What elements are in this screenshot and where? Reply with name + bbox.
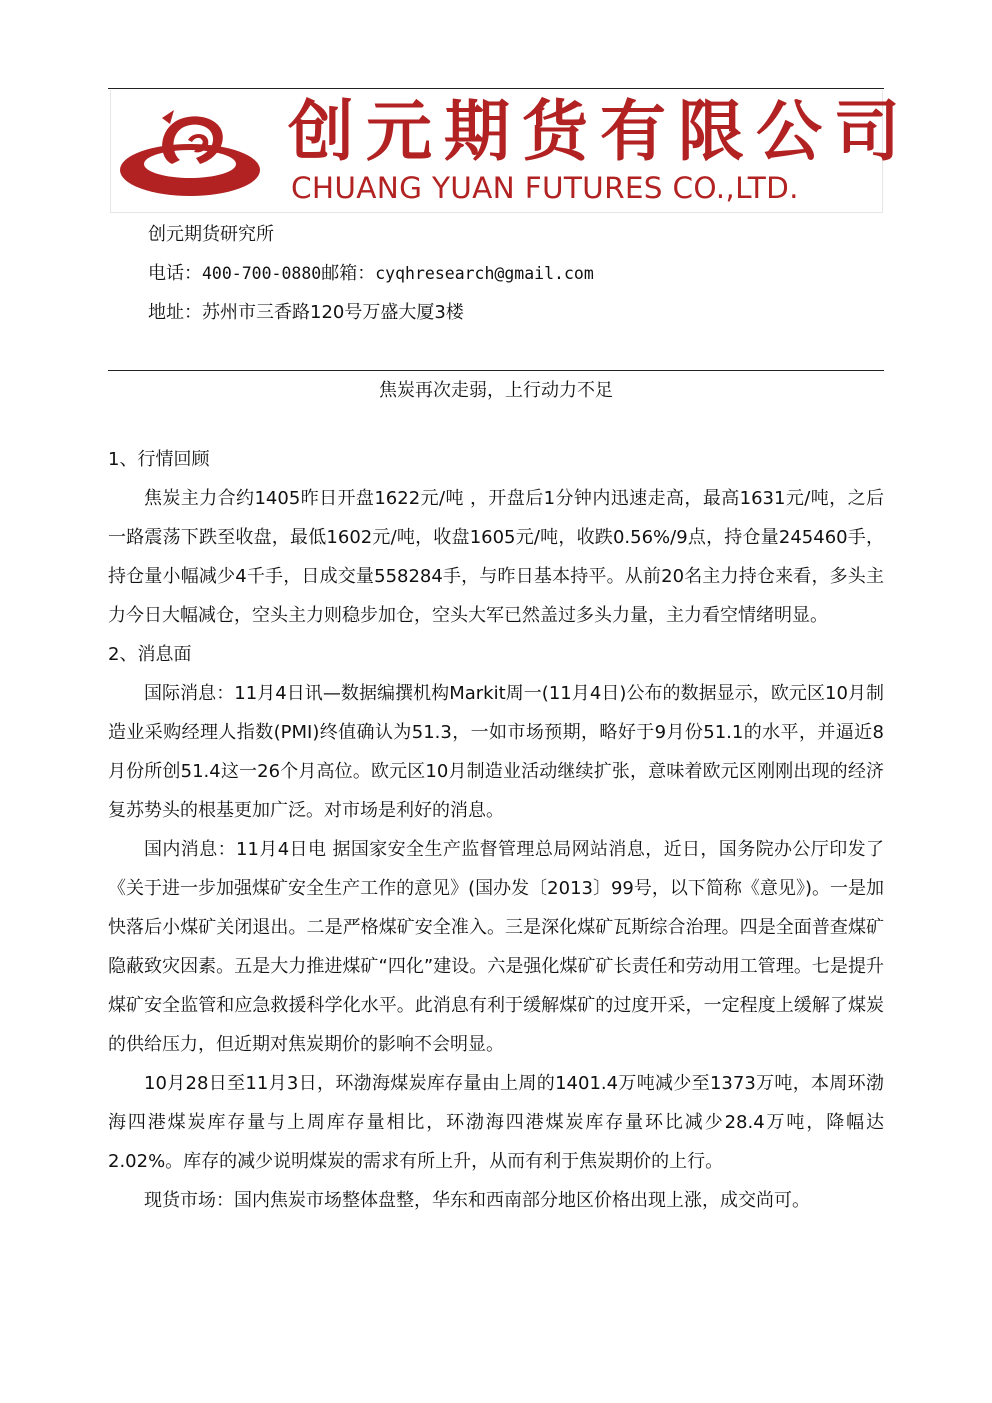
address-label: 地址： (148, 302, 202, 323)
report-body (108, 440, 884, 1220)
contact-line (148, 261, 594, 287)
phone-number: 400-700-0880 (202, 264, 322, 283)
institute-name: 创元期货研究所 (148, 224, 274, 245)
company-name-cn: 创元期货有限公司 (288, 93, 912, 170)
title-rule (108, 370, 884, 371)
spot-market-paragraph: 现货市场：国内焦炭市场整体盘整，华东和西南部分地区价格出现上涨，成交尚可。 (144, 1190, 810, 1211)
company-name-en: CHUANG YUAN FUTURES CO.,LTD. (291, 171, 799, 205)
market-review-paragraph: 焦炭主力合约1405昨日开盘1622元/吨 ，开盘后1分钟内迅速走高，最高1631元/吨，之后一路震荡下跌至收盘，最低1602元/吨，收盘1605元/吨，收跌0.56%/9点，持仓量245460手，持仓量小幅减少4千手，日成交量558284手，与昨日基本持平。从前20名主力持仓来看，多头主力今日大幅减仓，空头主力则稳步加仓，空头大军已然盖过多头力量，主力看空情绪明显。 (108, 488, 884, 626)
address-value: 苏州市三香路120号万盛大厦3楼 (202, 302, 464, 323)
inventory-paragraph: 10月28日至11月3日，环渤海煤炭库存量由上周的1401.4万吨减少至1373万吨，本周环渤海四港煤炭库存量与上周库存量相比，环渤海四港煤炭库存量环比减少28.4万吨，降幅达2.02%。库存的减少说明煤炭的需求有所上升，从而有利于焦炭期价的上行。 (108, 1073, 884, 1172)
domestic-news-paragraph: 国内消息：11月4日电 据国家安全生产监督管理总局网站消息，近日，国务院办公厅印发了《关于进一步加强煤矿安全生产工作的意见》(国办发〔2013〕99号，以下简称《意见》)。一是加快落后小煤矿关闭退出。二是严格煤矿安全准入。三是深化煤矿瓦斯综合治理。四是全面普查煤矿隐蔽致灾因素。五是大力推进煤矿“四化”建设。六是强化煤矿矿长责任和劳动用工管理。七是提升煤矿安全监管和应急救援科学化水平。此消息有利于缓解煤矿的过度开采，一定程度上缓解了煤炭的供给压力，但近期对焦炭期价的影响不会明显。 (108, 839, 884, 1055)
international-news-paragraph: 国际消息：11月4日讯—数据编撰机构Markit周一(11月4日)公布的数据显示，欧元区10月制造业采购经理人指数(PMI)终值确认为51.3，一如市场预期，略好于9月份51.1的水平，并逼近8月份所创51.4这一26个月高位。欧元区10月制造业活动继续扩张，意味着欧元区刚刚出现的经济复苏势头的根基更加广泛。对市场是利好的消息。 (108, 683, 884, 821)
phone-label: 电话： (148, 263, 202, 284)
header-top-rule (108, 88, 884, 89)
address-line (148, 300, 464, 326)
section-heading-market-review: 1、行情回顾 (108, 449, 210, 470)
chuang-yuan-logo-icon (118, 100, 268, 200)
section-heading-news: 2、消息面 (108, 644, 192, 665)
report-title: 焦炭再次走弱，上行动力不足 (379, 380, 613, 401)
email-address: cyqhresearch@gmail.com (375, 264, 594, 283)
email-label: 邮箱： (321, 263, 376, 284)
